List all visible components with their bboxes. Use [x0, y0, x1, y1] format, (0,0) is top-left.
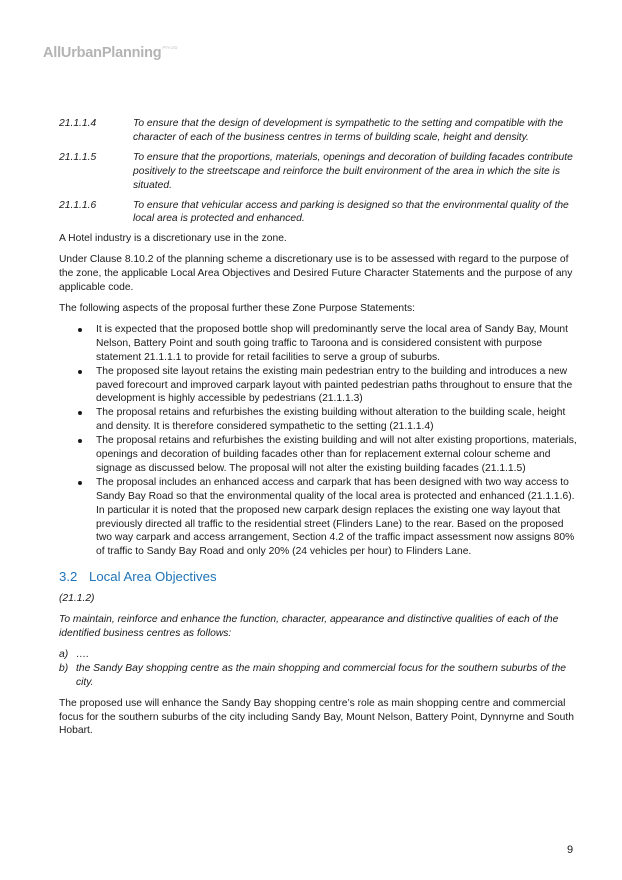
logo-trademark: PTY LTD: [162, 45, 178, 50]
bullet-item: The proposed site layout retains the existing main pedestrian entry to the building and introduces a new paved forecourt and improved carpark layout with painted pedestrian paths throughout to ensure that the development is highly accessible by pedestrians (21.1.1.3): [59, 365, 579, 407]
objective-label: a): [59, 648, 69, 660]
bullet-item: The proposal retains and refurbishes the existing building without alteration to the building scale, height and density. It is therefore considered sympathetic to the setting (21.1.1.4): [59, 406, 579, 434]
page-number: 9: [567, 844, 574, 856]
bullet-item: The proposal retains and refurbishes the existing building and will not alter existing proportions, materials, openings and decoration of building facades other than for replacement external colour scheme and signage as discussed below. The proposal will not alter the existing building facades (21.1.1.5): [59, 434, 579, 476]
section-reference: (21.1.2): [59, 593, 95, 605]
objective-list: [59, 648, 579, 690]
paragraph: Under Clause 8.10.2 of the planning scheme a discretionary use is to be assessed with regard to the purpose of the zone, the applicable Local Area Objectives and Desired Future Character Statements and the purpose of any applicable code.: [59, 254, 573, 294]
paragraph: A Hotel industry is a discretionary use in the zone.: [59, 233, 287, 245]
clause-number: 21.1.1.5: [59, 151, 97, 163]
objective-text: the Sandy Bay shopping centre as the main shopping and commercial focus for the southern suburbs of the city.: [76, 662, 566, 688]
clause-text: To ensure that the design of development is sympathetic to the setting and compatible with the character of each of the business centres in terms of building scale, height and density.: [133, 118, 564, 143]
objective-label: b): [59, 662, 69, 674]
objective-text: ….: [76, 648, 90, 660]
bullet-item: The proposal includes an enhanced access and carpark that has been designed with two way access to Sandy Bay Road so that the environmental quality of the local area is protected and enhanced (21.1.1.6). In particular it is noted that the proposed new carpark design replaces the existing one way layout that previously directed all traffic to the residential street (Flinders Lane) to the rear. Based on the proposed two way carpark and access arrangement, Section 4.2 of the traffic impact assessment now assigns 80% of traffic to Sandy Bay Road and only 20% (24 vehicles per hour) to Flinders Lane.: [59, 476, 579, 559]
section-title: Local Area Objectives: [89, 569, 217, 585]
section-intro: To maintain, reinforce and enhance the function, character, appearance and distinctive qualities of each of the identified business centres as follows:: [59, 614, 559, 639]
paragraph: The proposed use will enhance the Sandy Bay shopping centre’s role as main shopping centre and commercial focus for the southern suburbs of the city including Sandy Bay, Mount Nelson, Battery Point, Dynnyrne and South Hobart.: [59, 697, 574, 737]
document-body: [59, 117, 579, 745]
section-heading: [59, 570, 579, 584]
section-number: 3.2: [59, 569, 78, 585]
bullet-list: [59, 323, 579, 559]
clause-item: [59, 199, 579, 227]
objective-item: [59, 662, 579, 690]
clause-text: To ensure that vehicular access and parking is designed so that the environmental quality of the local area is protected and enhanced.: [133, 199, 569, 225]
clause-item: [59, 151, 579, 193]
paragraph: The following aspects of the proposal further these Zone Purpose Statements:: [59, 302, 416, 314]
clause-text: To ensure that the proportions, materials, openings and decoration of building facades contribute positively to the streetscape and reinforce the built environment of the area in which the site is situated.: [133, 151, 573, 191]
clause-number: 21.1.1.4: [59, 118, 97, 129]
bullet-item: It is expected that the proposed bottle shop will predominantly serve the local area of Sandy Bay, Mount Nelson, Battery Point and south going traffic to Taroona and is considered consistent with purpose statement 21.1.1.1 to provide for retail facilities to serve a group of suburbs.: [59, 323, 579, 365]
logo-text: AllUrbanPlanning: [43, 45, 162, 61]
clause-number: 21.1.1.6: [59, 199, 97, 211]
objective-item: [59, 648, 579, 662]
clause-item: [59, 117, 579, 145]
company-logo: [43, 45, 177, 61]
